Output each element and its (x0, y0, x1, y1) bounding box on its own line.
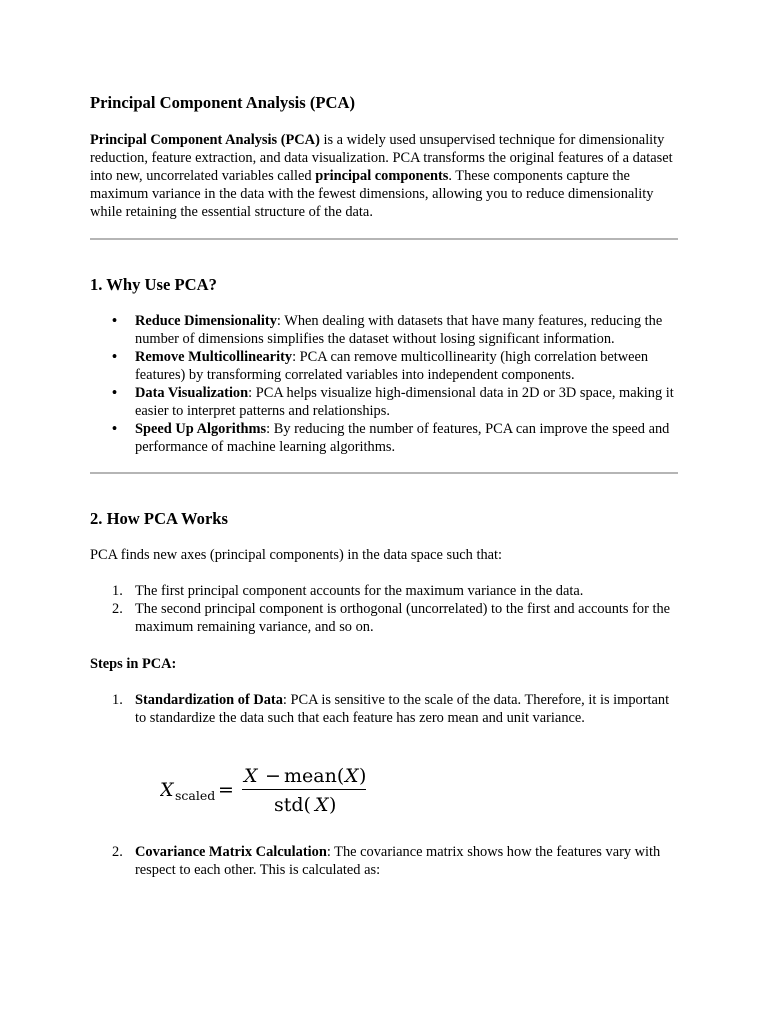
list-item-term: Reduce Dimensionality (135, 313, 277, 329)
list-item (90, 691, 680, 727)
list-item-desc: : PCA can remove multicollinearity (high correlation between features) by transforming correlated variables into independent components. (135, 349, 649, 383)
list-item (90, 312, 680, 348)
how-pca-intro: PCA finds new axes (principal components) in the data space such that: (90, 547, 503, 563)
formula-num-close: ) (359, 765, 367, 787)
intro-text-2: . These components capture the maximum variance in the data with the fewest dimensions, allowing you to reduce dimensionality while retaining the essential structure of the data. (90, 168, 654, 220)
list-number: 1. (112, 583, 123, 599)
steps-heading-text: Steps in PCA: (90, 656, 177, 672)
list-item (90, 843, 680, 879)
list-item-text: The first principal component accounts for the maximum variance in the data. (135, 583, 584, 599)
list-item (90, 420, 680, 456)
step-desc: : The covariance matrix shows how the features vary with respect to each other. This is calculated as: (135, 844, 661, 878)
step-desc: : PCA is sensitive to the scale of the data. Therefore, it is important to standardize the data such that each feature has zero mean and unit variance. (135, 692, 670, 726)
section-heading-why-pca: 1. Why Use PCA? (90, 275, 217, 294)
intro-lead-bold: Principal Component Analysis (PCA) (90, 132, 320, 148)
why-pca-list (90, 312, 680, 456)
list-item-term: Remove Multicollinearity (135, 349, 293, 365)
steps-heading (90, 655, 680, 673)
list-item-term: Speed Up Algorithms (135, 421, 267, 437)
formula-den-var: X (315, 794, 329, 816)
steps-list-part2 (90, 843, 680, 879)
list-number: 1. (112, 692, 123, 708)
list-item (90, 582, 680, 600)
list-item (90, 384, 680, 420)
bullet-glyph: • (112, 349, 118, 365)
step-term: Covariance Matrix Calculation (135, 844, 327, 860)
section-divider-2 (90, 472, 678, 474)
bullet-glyph: • (112, 421, 118, 437)
step-term: Standardization of Data (135, 692, 283, 708)
list-item (90, 348, 680, 384)
intro-paragraph (90, 131, 680, 221)
steps-list-part1 (90, 691, 680, 727)
formula-lhs-sub: scaled (175, 788, 216, 803)
formula-equals: = (218, 779, 234, 801)
standardization-formula (160, 762, 400, 818)
list-item-desc: : PCA helps visualize high-dimensional data in 2D or 3D space, making it easier to interpret patterns and relationships. (135, 385, 674, 419)
intro-text-1: is a widely used unsupervised technique for dimensionality reduction, feature extraction, and data visualization. PCA transforms the original features of a dataset into new, uncorrelated variables called (90, 132, 673, 184)
list-number: 2. (112, 844, 123, 860)
intro-bold-term: principal components (315, 168, 449, 184)
formula-num-var1: X (244, 765, 258, 787)
formula-den-func: std( (274, 794, 311, 816)
list-item-desc: : When dealing with datasets that have many features, reducing the number of dimensions simplifies the dataset without losing significant information. (135, 313, 663, 347)
list-item-desc: : By reducing the number of features, PCA can improve the speed and performance of machine learning algorithms. (135, 421, 670, 455)
bullet-glyph: • (112, 313, 118, 329)
formula-den-close: ) (329, 794, 337, 816)
formula-num-var2: X (345, 765, 359, 787)
section-heading-how-pca-works: 2. How PCA Works (90, 509, 228, 528)
formula-lhs-var: X (160, 779, 174, 801)
bullet-glyph: • (112, 385, 118, 401)
section-divider-1 (90, 238, 678, 240)
list-item-text: The second principal component is orthogonal (uncorrelated) to the first and accounts for the maximum remaining variance, and so on. (135, 601, 671, 635)
principal-points-list (90, 582, 680, 636)
formula-num-minus: − (265, 765, 281, 787)
list-number: 2. (112, 601, 123, 617)
list-item-term: Data Visualization (135, 385, 249, 401)
formula-num-func: mean( (284, 765, 345, 787)
list-item (90, 600, 680, 636)
page-title: Principal Component Analysis (PCA) (90, 93, 356, 112)
